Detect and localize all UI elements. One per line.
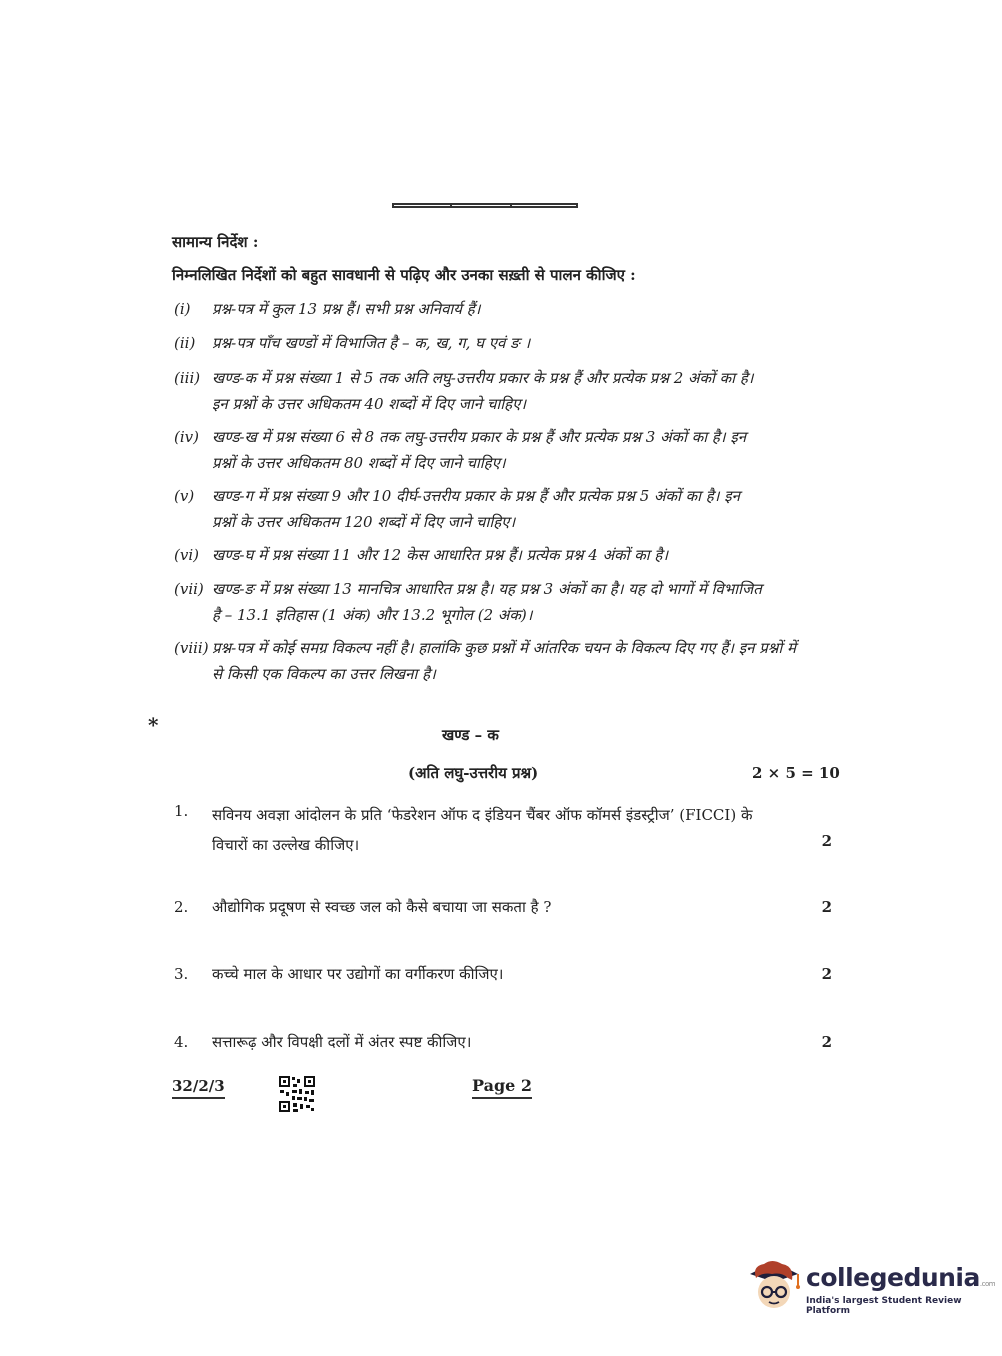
question-text: औद्योगिक प्रदूषण से स्वच्छ जल को कैसे बचाया जा सकता है ?	[212, 898, 552, 916]
question-marks: 2	[821, 898, 832, 916]
instruction-line: प्रश्न-पत्र पाँच खण्डों में विभाजित है – क, ख, ग, घ एवं ङ ।	[212, 334, 531, 352]
question-number: 2.	[174, 898, 189, 916]
question-text: सविनय अवज्ञा आंदोलन के प्रति ‘फेडरेशन ऑफ द इंडियन चैंबर ऑफ कॉमर्स इंडस्ट्रीज’ (FICCI) के विचारों का उल्लेख कीजिए।	[212, 806, 753, 854]
instruction-line: खण्ड-क में प्रश्न संख्या 1 से 5 तक अति लघु-उत्तरीय प्रकार के प्रश्न हैं और प्रत्येक प्रश्न 2 अंकों का है।	[212, 369, 754, 387]
qr-code-icon	[278, 1075, 316, 1113]
page-number: Page 2	[472, 1076, 532, 1099]
instruction-line: खण्ड-ख में प्रश्न संख्या 6 से 8 तक लघु-उत्तरीय प्रकार के प्रश्न हैं और प्रत्येक प्रश्न 3 अंकों का है। इन	[212, 428, 747, 446]
instruction-number: (iii)	[174, 369, 201, 387]
brand-domain: .com	[979, 1280, 996, 1288]
section-title: खण्ड – क	[442, 726, 499, 744]
general-instructions-title: सामान्य निर्देश :	[172, 233, 259, 251]
paper-code: 32/2/3	[172, 1077, 225, 1099]
question-marks: 2	[821, 965, 832, 983]
instruction-line: प्रश्नों के उत्तर अधिकतम 120 शब्दों में दिए जाने चाहिए।	[212, 513, 516, 531]
instruction-line: खण्ड-ग में प्रश्न संख्या 9 और 10 दीर्घ-उत्तरीय प्रकार के प्रश्न हैं और प्रत्येक प्रश्न 5 अंकों का है। इन	[212, 487, 740, 505]
brand-name: collegedunia	[806, 1263, 980, 1292]
divider-tick	[450, 205, 452, 206]
instruction-line: खण्ड-ङ में प्रश्न संख्या 13 मानचित्र आधारित प्रश्न है। यह प्रश्न 3 अंकों का है। यह दो भागों में विभाजित	[212, 580, 762, 598]
section-marks: 2 × 5 = 10	[752, 764, 840, 782]
star-mark: *	[148, 713, 159, 737]
instruction-line: प्रश्नों के उत्तर अधिकतम 80 शब्दों में दिए जाने चाहिए।	[212, 454, 506, 472]
question-marks: 2	[821, 1033, 832, 1051]
collegedunia-tagline: India's largest Student Review Platform	[806, 1296, 962, 1316]
instruction-line: इन प्रश्नों के उत्तर अधिकतम 40 शब्दों में दिए जाने चाहिए।	[212, 395, 527, 413]
collegedunia-logo-text	[806, 1263, 995, 1292]
instruction-line: प्रश्न-पत्र में कुल 13 प्रश्न हैं। सभी प्रश्न अनिवार्य हैं।	[212, 300, 481, 318]
header-divider-bar	[392, 203, 578, 208]
instruction-number: (vii)	[174, 580, 204, 598]
instruction-line: से किसी एक विकल्प का उत्तर लिखना है।	[212, 665, 436, 683]
instruction-number: (viii)	[174, 639, 209, 657]
instruction-line: प्रश्न-पत्र में कोई समग्र विकल्प नहीं है। हालांकि कुछ प्रश्नों में आंतरिक चयन के विकल्प दिए गए हैं। इन प्रश्नों में	[212, 639, 796, 657]
question-marks: 2	[821, 832, 832, 850]
question-number: 1.	[174, 802, 189, 820]
instructions-intro: निम्नलिखित निर्देशों को बहुत सावधानी से पढ़िए और उनका सख़्ती से पालन कीजिए :	[172, 266, 636, 284]
instruction-line: है – 13.1 इतिहास (1 अंक) और 13.2 भूगोल (2 अंक)।	[212, 606, 533, 624]
instruction-line: खण्ड-घ में प्रश्न संख्या 11 और 12 केस आधारित प्रश्न हैं। प्रत्येक प्रश्न 4 अंकों का है।	[212, 546, 669, 564]
instruction-number: (vi)	[174, 546, 199, 564]
collegedunia-mascot-icon	[742, 1252, 806, 1316]
instruction-number: (ii)	[174, 334, 196, 352]
section-subtitle: (अति लघु-उत्तरीय प्रश्न)	[408, 764, 539, 782]
divider-tick	[510, 205, 512, 206]
question-text: सत्तारूढ़ और विपक्षी दलों में अंतर स्पष्ट कीजिए।	[212, 1033, 472, 1051]
instruction-number: (i)	[174, 300, 191, 318]
instruction-number: (iv)	[174, 428, 199, 446]
instruction-number: (v)	[174, 487, 195, 505]
question-text: कच्चे माल के आधार पर उद्योगों का वर्गीकरण कीजिए।	[212, 965, 504, 983]
question-number: 3.	[174, 965, 189, 983]
question-number: 4.	[174, 1033, 189, 1051]
